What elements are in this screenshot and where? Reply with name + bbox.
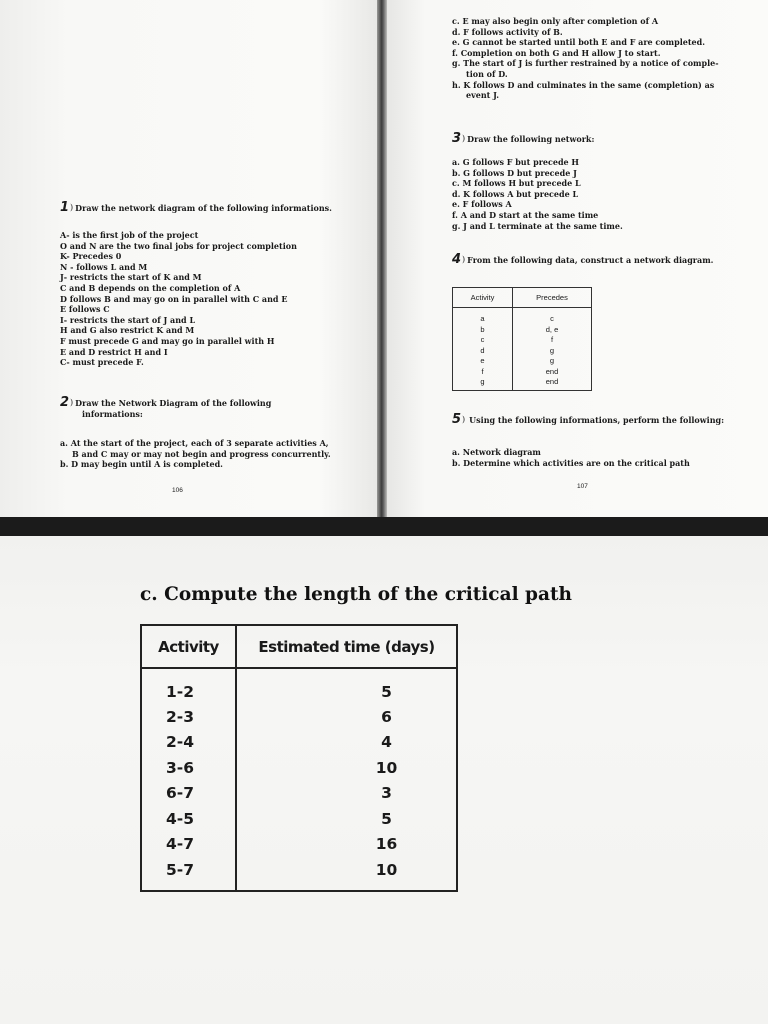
question-1-list (60, 230, 297, 368)
column-header: Precedes (513, 288, 592, 308)
table-row: b d, e (453, 325, 592, 336)
estimated-time-table (140, 624, 458, 892)
list-item: c. E may also begin only after completion of A (452, 16, 659, 26)
table-row: 4-5 5 (141, 806, 457, 832)
list-item: b. D may begin until A is completed. (60, 459, 223, 470)
list-item: E and D restrict H and I (60, 346, 168, 357)
book-spine (377, 0, 387, 536)
list-item: d. K follows A but precede L (452, 188, 579, 199)
list-item: tion of D. (466, 68, 508, 79)
column-header: Activity (453, 288, 513, 308)
table-row: 2-3 6 (141, 704, 457, 730)
question-5: 5 ) Using the following informations, perform the following: (452, 412, 725, 427)
question-number: 4 (452, 252, 462, 267)
question-title: Draw the network diagram of the following informations. (75, 203, 332, 213)
list-item: a. At the start of the project, each of 3 separate activities A, (60, 438, 329, 448)
list-item: d. F follows activity of B. (452, 26, 563, 37)
table-row: 1-2 5 (141, 668, 457, 704)
question-2: 2 ) Draw the Network Diagram of the following informations: (60, 395, 272, 419)
question-title: From the following data, construct a network diagram. (467, 255, 714, 265)
table-row: c f (453, 335, 592, 346)
question-3-list (452, 157, 623, 231)
table-row: 5-7 10 (141, 857, 457, 891)
list-item: J- restricts the start of K and M (60, 272, 202, 283)
table-row: a c (453, 308, 592, 325)
list-item: D follows B and may go on in parallel with C and E (60, 293, 288, 304)
column-header: Estimated time (days) (236, 625, 457, 668)
question-2-continued (452, 16, 719, 101)
list-item: f. A and D start at the same time (452, 209, 599, 220)
column-header: Activity (141, 625, 236, 668)
table-row: d g (453, 346, 592, 357)
page-number: 107 (577, 483, 588, 490)
page-number: 106 (172, 487, 183, 494)
list-item: F must precede G and may go in parallel with H (60, 335, 275, 346)
list-item: e. G cannot be started until both E and F are completed. (452, 37, 705, 48)
precedes-table (452, 287, 592, 391)
question-number: 3 (452, 131, 462, 146)
table-row: f end (453, 367, 592, 378)
table-row: 3-6 10 (141, 755, 457, 781)
question-1 (60, 200, 332, 215)
list-item: A- is the first job of the project (60, 230, 199, 240)
section-title: c. Compute the length of the critical path (140, 584, 572, 605)
question-number: 5 (452, 412, 462, 427)
question-1-header: 1 ) Draw the network diagram of the following informations. (60, 200, 332, 215)
list-item: K- Precedes 0 (60, 251, 122, 262)
question-3: 3 ) Draw the following network: (452, 131, 595, 146)
question-title: Draw the Network Diagram of the following (75, 398, 272, 408)
list-item: C- must precede F. (60, 357, 144, 368)
list-item: h. K follows D and culminates in the same (completion) as (452, 79, 715, 90)
list-item: g. The start of J is further restrained by a notice of comple- (452, 58, 719, 69)
list-item: N - follows L and M (60, 261, 148, 272)
question-number: 1 (60, 200, 70, 215)
list-item: g. J and L terminate at the same time. (452, 220, 623, 231)
list-item: c. M follows H but precede L (452, 178, 581, 189)
scan-edge-shadow (0, 517, 768, 536)
list-item: H and G also restrict K and M (60, 325, 195, 336)
list-item: E follows C (60, 304, 110, 315)
question-4: 4 ) From the following data, construct a network diagram. (452, 252, 714, 267)
question-title: Using the following informations, perform the following: (469, 415, 725, 425)
list-item: event J. (466, 90, 500, 101)
list-item: f. Completion on both G and H allow J to start. (452, 47, 661, 58)
table-header-row (453, 288, 592, 308)
table-row: 2-4 4 (141, 730, 457, 756)
question-title-continued: informations: (82, 408, 143, 419)
list-item: a. Network diagram (452, 447, 541, 457)
list-item: C and B depends on the completion of A (60, 282, 241, 293)
table-header-row (141, 625, 457, 668)
question-number: 2 (60, 395, 70, 410)
list-item: B and C may or may not begin and progress concurrently. (72, 448, 331, 459)
table-row: g end (453, 377, 592, 390)
table-row: 6-7 3 (141, 781, 457, 807)
list-item: e. F follows A (452, 199, 512, 210)
question-title: Draw the following network: (467, 134, 595, 144)
question-2-list (60, 438, 331, 470)
table-row: 4-7 16 (141, 832, 457, 858)
list-item: b. G follows D but precede J (452, 167, 577, 178)
table-row: e g (453, 356, 592, 367)
list-item: a. G follows F but precede H (452, 157, 579, 167)
question-5-list (452, 447, 690, 468)
list-item: I- restricts the start of J and L (60, 314, 196, 325)
list-item: O and N are the two final jobs for project completion (60, 240, 297, 251)
list-item: b. Determine which activities are on the critical path (452, 457, 690, 468)
